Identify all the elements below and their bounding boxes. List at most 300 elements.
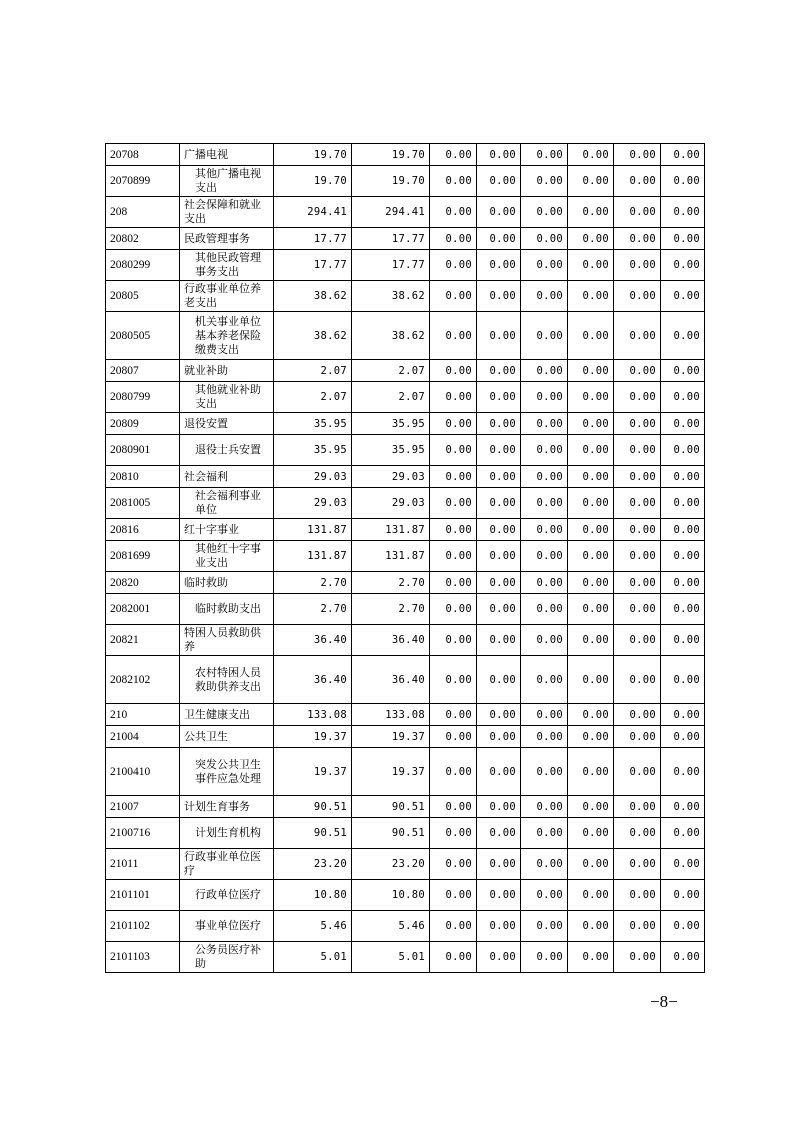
row-value: 90.51 bbox=[352, 796, 430, 818]
row-value: 0.00 bbox=[568, 144, 614, 166]
row-value: 0.00 bbox=[477, 250, 521, 281]
row-value: 90.51 bbox=[274, 796, 352, 818]
row-value: 2.07 bbox=[274, 360, 352, 382]
row-value: 5.01 bbox=[274, 942, 352, 973]
row-value: 0.00 bbox=[661, 382, 705, 413]
row-value: 0.00 bbox=[477, 312, 521, 360]
row-value: 0.00 bbox=[430, 656, 477, 704]
row-code: 20807 bbox=[106, 360, 180, 382]
row-value: 0.00 bbox=[568, 281, 614, 312]
row-value: 0.00 bbox=[614, 818, 661, 849]
row-value: 294.41 bbox=[274, 197, 352, 228]
row-value: 0.00 bbox=[614, 704, 661, 726]
row-value: 0.00 bbox=[477, 197, 521, 228]
row-value: 2.70 bbox=[352, 572, 430, 594]
row-value: 0.00 bbox=[614, 942, 661, 973]
row-value: 131.87 bbox=[274, 519, 352, 541]
row-value: 2.07 bbox=[352, 382, 430, 413]
row-value: 17.77 bbox=[274, 228, 352, 250]
row-value: 131.87 bbox=[274, 541, 352, 572]
table-row bbox=[106, 625, 705, 656]
table-row bbox=[106, 466, 705, 488]
row-value: 0.00 bbox=[614, 541, 661, 572]
row-value: 0.00 bbox=[661, 250, 705, 281]
row-name: 其他就业补助支出 bbox=[180, 382, 274, 413]
row-value: 0.00 bbox=[430, 625, 477, 656]
row-value: 0.00 bbox=[614, 382, 661, 413]
row-name: 计划生育事务 bbox=[180, 796, 274, 818]
table-row bbox=[106, 748, 705, 796]
row-value: 0.00 bbox=[430, 594, 477, 625]
row-name: 卫生健康支出 bbox=[180, 704, 274, 726]
row-name: 特困人员救助供养 bbox=[180, 625, 274, 656]
row-value: 19.37 bbox=[274, 726, 352, 748]
row-value: 0.00 bbox=[568, 228, 614, 250]
row-value: 0.00 bbox=[568, 382, 614, 413]
row-value: 0.00 bbox=[661, 413, 705, 435]
row-name: 公共卫生 bbox=[180, 726, 274, 748]
row-value: 23.20 bbox=[352, 849, 430, 880]
row-name: 社会保障和就业支出 bbox=[180, 197, 274, 228]
row-value: 35.95 bbox=[352, 435, 430, 466]
row-value: 0.00 bbox=[661, 796, 705, 818]
budget-table bbox=[105, 143, 705, 973]
row-code: 20802 bbox=[106, 228, 180, 250]
row-value: 0.00 bbox=[430, 413, 477, 435]
row-value: 0.00 bbox=[568, 413, 614, 435]
row-value: 0.00 bbox=[521, 519, 568, 541]
row-value: 10.80 bbox=[352, 880, 430, 911]
row-value: 0.00 bbox=[430, 466, 477, 488]
row-value: 0.00 bbox=[568, 594, 614, 625]
row-value: 0.00 bbox=[477, 594, 521, 625]
row-code: 20821 bbox=[106, 625, 180, 656]
table-row bbox=[106, 726, 705, 748]
row-value: 0.00 bbox=[477, 382, 521, 413]
row-value: 29.03 bbox=[274, 466, 352, 488]
row-value: 0.00 bbox=[521, 541, 568, 572]
row-value: 0.00 bbox=[477, 911, 521, 942]
row-value: 0.00 bbox=[568, 796, 614, 818]
row-value: 0.00 bbox=[430, 360, 477, 382]
row-value: 19.70 bbox=[352, 166, 430, 197]
row-value: 0.00 bbox=[521, 360, 568, 382]
row-value: 0.00 bbox=[521, 382, 568, 413]
row-value: 294.41 bbox=[352, 197, 430, 228]
row-value: 0.00 bbox=[521, 748, 568, 796]
row-value: 0.00 bbox=[521, 656, 568, 704]
row-value: 0.00 bbox=[661, 488, 705, 519]
row-value: 133.08 bbox=[352, 704, 430, 726]
row-value: 0.00 bbox=[477, 656, 521, 704]
row-value: 0.00 bbox=[568, 704, 614, 726]
table-body bbox=[106, 144, 705, 973]
row-value: 0.00 bbox=[661, 312, 705, 360]
row-value: 0.00 bbox=[614, 880, 661, 911]
row-name: 广播电视 bbox=[180, 144, 274, 166]
row-value: 0.00 bbox=[477, 625, 521, 656]
row-value: 0.00 bbox=[430, 911, 477, 942]
row-value: 0.00 bbox=[614, 413, 661, 435]
row-value: 17.77 bbox=[352, 228, 430, 250]
row-value: 0.00 bbox=[614, 360, 661, 382]
table-row bbox=[106, 197, 705, 228]
row-value: 0.00 bbox=[430, 197, 477, 228]
row-name: 行政单位医疗 bbox=[180, 880, 274, 911]
row-value: 0.00 bbox=[430, 849, 477, 880]
row-value: 0.00 bbox=[568, 197, 614, 228]
row-value: 36.40 bbox=[274, 656, 352, 704]
row-value: 0.00 bbox=[568, 541, 614, 572]
row-value: 0.00 bbox=[614, 228, 661, 250]
row-value: 0.00 bbox=[430, 519, 477, 541]
row-value: 0.00 bbox=[430, 166, 477, 197]
row-value: 0.00 bbox=[661, 360, 705, 382]
row-name: 事业单位医疗 bbox=[180, 911, 274, 942]
row-value: 0.00 bbox=[521, 880, 568, 911]
row-value: 0.00 bbox=[521, 413, 568, 435]
row-value: 35.95 bbox=[274, 435, 352, 466]
table-row bbox=[106, 818, 705, 849]
row-code: 20708 bbox=[106, 144, 180, 166]
row-value: 38.62 bbox=[352, 281, 430, 312]
row-value: 0.00 bbox=[661, 880, 705, 911]
row-value: 0.00 bbox=[661, 594, 705, 625]
row-code: 20805 bbox=[106, 281, 180, 312]
row-value: 10.80 bbox=[274, 880, 352, 911]
row-code: 208 bbox=[106, 197, 180, 228]
row-value: 0.00 bbox=[521, 796, 568, 818]
row-value: 0.00 bbox=[568, 519, 614, 541]
row-value: 0.00 bbox=[430, 281, 477, 312]
table-row bbox=[106, 594, 705, 625]
row-name: 突发公共卫生事件应急处理 bbox=[180, 748, 274, 796]
row-value: 0.00 bbox=[477, 144, 521, 166]
row-value: 0.00 bbox=[614, 625, 661, 656]
row-code: 21007 bbox=[106, 796, 180, 818]
row-value: 0.00 bbox=[568, 880, 614, 911]
row-value: 0.00 bbox=[521, 312, 568, 360]
row-value: 0.00 bbox=[477, 849, 521, 880]
row-code: 2080901 bbox=[106, 435, 180, 466]
row-value: 0.00 bbox=[430, 572, 477, 594]
row-value: 0.00 bbox=[477, 488, 521, 519]
row-value: 0.00 bbox=[661, 704, 705, 726]
row-value: 2.70 bbox=[274, 572, 352, 594]
row-value: 0.00 bbox=[430, 796, 477, 818]
row-code: 2082001 bbox=[106, 594, 180, 625]
row-code: 2070899 bbox=[106, 166, 180, 197]
row-value: 0.00 bbox=[430, 704, 477, 726]
row-value: 38.62 bbox=[352, 312, 430, 360]
row-name: 退役士兵安置 bbox=[180, 435, 274, 466]
row-value: 0.00 bbox=[430, 818, 477, 849]
row-value: 0.00 bbox=[430, 250, 477, 281]
table-row bbox=[106, 519, 705, 541]
row-value: 0.00 bbox=[430, 435, 477, 466]
row-value: 0.00 bbox=[661, 228, 705, 250]
row-value: 0.00 bbox=[568, 625, 614, 656]
row-value: 0.00 bbox=[661, 166, 705, 197]
table-row bbox=[106, 382, 705, 413]
table-row bbox=[106, 942, 705, 973]
row-code: 2101102 bbox=[106, 911, 180, 942]
row-value: 38.62 bbox=[274, 281, 352, 312]
row-value: 0.00 bbox=[430, 312, 477, 360]
row-value: 131.87 bbox=[352, 519, 430, 541]
row-value: 0.00 bbox=[477, 880, 521, 911]
row-name: 红十字事业 bbox=[180, 519, 274, 541]
row-name: 行政事业单位养老支出 bbox=[180, 281, 274, 312]
row-value: 0.00 bbox=[477, 413, 521, 435]
row-value: 0.00 bbox=[521, 144, 568, 166]
row-value: 0.00 bbox=[521, 911, 568, 942]
row-code: 21011 bbox=[106, 849, 180, 880]
table-row bbox=[106, 413, 705, 435]
row-code: 2100716 bbox=[106, 818, 180, 849]
row-value: 0.00 bbox=[614, 656, 661, 704]
row-name: 社会福利事业单位 bbox=[180, 488, 274, 519]
row-value: 0.00 bbox=[477, 748, 521, 796]
row-value: 0.00 bbox=[568, 488, 614, 519]
row-value: 0.00 bbox=[568, 435, 614, 466]
row-value: 0.00 bbox=[477, 572, 521, 594]
table-row bbox=[106, 228, 705, 250]
row-value: 0.00 bbox=[661, 572, 705, 594]
row-value: 0.00 bbox=[661, 197, 705, 228]
row-value: 29.03 bbox=[274, 488, 352, 519]
row-value: 0.00 bbox=[661, 281, 705, 312]
row-name: 临时救助支出 bbox=[180, 594, 274, 625]
row-name: 行政事业单位医疗 bbox=[180, 849, 274, 880]
row-value: 0.00 bbox=[568, 849, 614, 880]
row-value: 0.00 bbox=[614, 726, 661, 748]
table-row bbox=[106, 572, 705, 594]
table-row bbox=[106, 312, 705, 360]
row-code: 20820 bbox=[106, 572, 180, 594]
row-value: 19.37 bbox=[352, 748, 430, 796]
row-value: 0.00 bbox=[521, 250, 568, 281]
table-row bbox=[106, 166, 705, 197]
row-code: 2081005 bbox=[106, 488, 180, 519]
row-value: 0.00 bbox=[521, 228, 568, 250]
row-value: 0.00 bbox=[568, 726, 614, 748]
row-name: 民政管理事务 bbox=[180, 228, 274, 250]
row-value: 38.62 bbox=[274, 312, 352, 360]
row-name: 机关事业单位基本养老保险缴费支出 bbox=[180, 312, 274, 360]
row-value: 29.03 bbox=[352, 488, 430, 519]
row-name: 其他红十字事业支出 bbox=[180, 541, 274, 572]
row-code: 2100410 bbox=[106, 748, 180, 796]
table-row bbox=[106, 281, 705, 312]
row-value: 133.08 bbox=[274, 704, 352, 726]
row-code: 2101101 bbox=[106, 880, 180, 911]
row-value: 0.00 bbox=[661, 748, 705, 796]
table-row bbox=[106, 796, 705, 818]
row-value: 0.00 bbox=[661, 541, 705, 572]
row-value: 17.77 bbox=[274, 250, 352, 281]
row-name: 退役安置 bbox=[180, 413, 274, 435]
row-code: 20810 bbox=[106, 466, 180, 488]
row-value: 0.00 bbox=[477, 360, 521, 382]
table-row bbox=[106, 360, 705, 382]
page-number: −8− bbox=[650, 992, 678, 1011]
row-value: 0.00 bbox=[521, 166, 568, 197]
row-value: 0.00 bbox=[521, 726, 568, 748]
row-value: 2.07 bbox=[274, 382, 352, 413]
row-value: 0.00 bbox=[477, 435, 521, 466]
row-value: 0.00 bbox=[521, 704, 568, 726]
row-value: 19.37 bbox=[352, 726, 430, 748]
row-value: 5.46 bbox=[352, 911, 430, 942]
row-code: 21004 bbox=[106, 726, 180, 748]
row-value: 0.00 bbox=[477, 228, 521, 250]
row-value: 17.77 bbox=[352, 250, 430, 281]
row-value: 0.00 bbox=[614, 197, 661, 228]
row-value: 0.00 bbox=[614, 849, 661, 880]
row-value: 0.00 bbox=[614, 594, 661, 625]
row-value: 0.00 bbox=[614, 312, 661, 360]
row-value: 0.00 bbox=[661, 144, 705, 166]
table-row bbox=[106, 250, 705, 281]
row-value: 0.00 bbox=[568, 466, 614, 488]
row-value: 90.51 bbox=[274, 818, 352, 849]
row-value: 0.00 bbox=[521, 818, 568, 849]
row-value: 0.00 bbox=[661, 625, 705, 656]
table-row bbox=[106, 911, 705, 942]
row-value: 2.70 bbox=[352, 594, 430, 625]
row-value: 0.00 bbox=[614, 281, 661, 312]
row-name: 其他民政管理事务支出 bbox=[180, 250, 274, 281]
row-value: 5.46 bbox=[274, 911, 352, 942]
row-value: 0.00 bbox=[614, 144, 661, 166]
row-value: 0.00 bbox=[614, 435, 661, 466]
row-value: 0.00 bbox=[477, 796, 521, 818]
row-value: 0.00 bbox=[521, 594, 568, 625]
row-value: 0.00 bbox=[477, 166, 521, 197]
row-value: 0.00 bbox=[568, 166, 614, 197]
table-row bbox=[106, 541, 705, 572]
row-value: 0.00 bbox=[661, 435, 705, 466]
row-name: 农村特困人员救助供养支出 bbox=[180, 656, 274, 704]
row-name: 计划生育机构 bbox=[180, 818, 274, 849]
row-value: 0.00 bbox=[477, 519, 521, 541]
row-value: 23.20 bbox=[274, 849, 352, 880]
row-value: 0.00 bbox=[430, 228, 477, 250]
row-value: 0.00 bbox=[614, 748, 661, 796]
row-value: 0.00 bbox=[661, 466, 705, 488]
row-value: 35.95 bbox=[274, 413, 352, 435]
row-name: 其他广播电视支出 bbox=[180, 166, 274, 197]
row-code: 2101103 bbox=[106, 942, 180, 973]
row-value: 29.03 bbox=[352, 466, 430, 488]
row-value: 0.00 bbox=[477, 726, 521, 748]
row-value: 0.00 bbox=[568, 312, 614, 360]
row-value: 0.00 bbox=[430, 144, 477, 166]
row-value: 19.37 bbox=[274, 748, 352, 796]
row-value: 36.40 bbox=[352, 656, 430, 704]
row-value: 0.00 bbox=[614, 488, 661, 519]
row-value: 0.00 bbox=[430, 748, 477, 796]
row-value: 19.70 bbox=[274, 144, 352, 166]
row-value: 0.00 bbox=[521, 488, 568, 519]
row-value: 0.00 bbox=[477, 704, 521, 726]
row-code: 2082102 bbox=[106, 656, 180, 704]
row-value: 0.00 bbox=[568, 656, 614, 704]
row-value: 0.00 bbox=[661, 656, 705, 704]
row-value: 0.00 bbox=[661, 818, 705, 849]
row-value: 0.00 bbox=[614, 166, 661, 197]
row-value: 0.00 bbox=[430, 382, 477, 413]
row-value: 0.00 bbox=[521, 466, 568, 488]
row-value: 5.01 bbox=[352, 942, 430, 973]
row-code: 2080299 bbox=[106, 250, 180, 281]
row-value: 0.00 bbox=[477, 818, 521, 849]
row-value: 0.00 bbox=[614, 911, 661, 942]
row-value: 0.00 bbox=[430, 541, 477, 572]
row-value: 0.00 bbox=[568, 748, 614, 796]
row-value: 0.00 bbox=[477, 942, 521, 973]
row-value: 0.00 bbox=[521, 849, 568, 880]
row-value: 0.00 bbox=[477, 466, 521, 488]
row-name: 社会福利 bbox=[180, 466, 274, 488]
row-value: 0.00 bbox=[614, 466, 661, 488]
row-value: 2.70 bbox=[274, 594, 352, 625]
table-row bbox=[106, 656, 705, 704]
row-value: 0.00 bbox=[568, 911, 614, 942]
row-code: 20816 bbox=[106, 519, 180, 541]
row-value: 0.00 bbox=[568, 942, 614, 973]
row-name: 临时救助 bbox=[180, 572, 274, 594]
row-code: 2080799 bbox=[106, 382, 180, 413]
row-value: 36.40 bbox=[352, 625, 430, 656]
row-value: 0.00 bbox=[430, 726, 477, 748]
row-value: 0.00 bbox=[521, 625, 568, 656]
row-value: 19.70 bbox=[274, 166, 352, 197]
row-code: 20809 bbox=[106, 413, 180, 435]
row-value: 0.00 bbox=[661, 519, 705, 541]
row-value: 0.00 bbox=[521, 197, 568, 228]
row-value: 0.00 bbox=[568, 360, 614, 382]
table-row bbox=[106, 144, 705, 166]
row-code: 2081699 bbox=[106, 541, 180, 572]
row-value: 0.00 bbox=[430, 942, 477, 973]
row-value: 0.00 bbox=[661, 911, 705, 942]
row-value: 0.00 bbox=[661, 849, 705, 880]
row-value: 0.00 bbox=[661, 726, 705, 748]
table-row bbox=[106, 880, 705, 911]
row-value: 0.00 bbox=[477, 281, 521, 312]
row-value: 0.00 bbox=[614, 250, 661, 281]
row-value: 2.07 bbox=[352, 360, 430, 382]
row-value: 19.70 bbox=[352, 144, 430, 166]
row-value: 0.00 bbox=[430, 488, 477, 519]
row-value: 0.00 bbox=[661, 942, 705, 973]
row-value: 131.87 bbox=[352, 541, 430, 572]
row-value: 0.00 bbox=[614, 572, 661, 594]
row-value: 36.40 bbox=[274, 625, 352, 656]
table-row bbox=[106, 849, 705, 880]
table-row bbox=[106, 488, 705, 519]
row-value: 0.00 bbox=[430, 880, 477, 911]
row-value: 0.00 bbox=[568, 250, 614, 281]
row-value: 90.51 bbox=[352, 818, 430, 849]
row-value: 0.00 bbox=[568, 818, 614, 849]
row-value: 0.00 bbox=[614, 519, 661, 541]
table-row bbox=[106, 435, 705, 466]
table-row bbox=[106, 704, 705, 726]
row-value: 0.00 bbox=[521, 435, 568, 466]
